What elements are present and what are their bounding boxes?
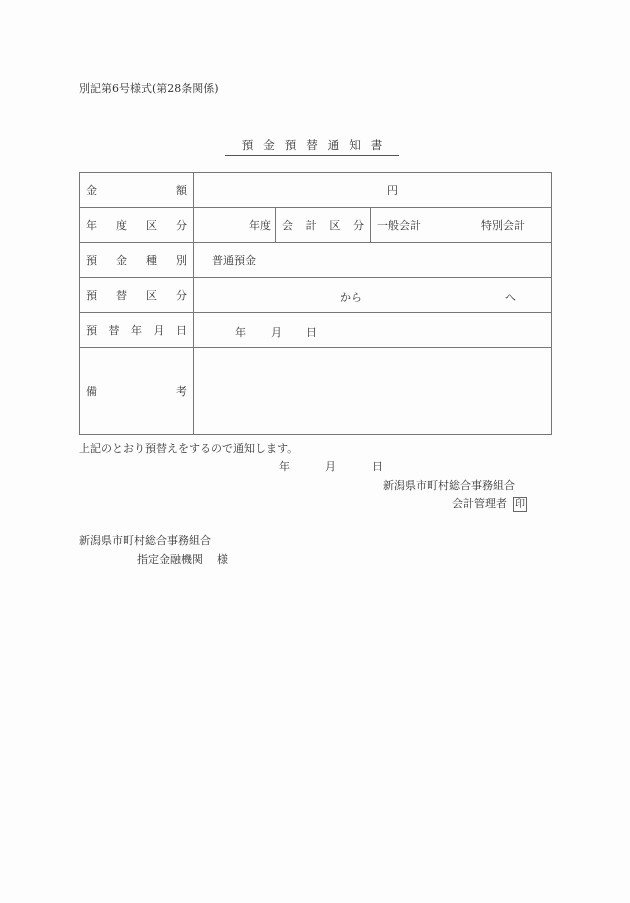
date-year-label: 年: [235, 326, 246, 339]
label-char: 替: [116, 289, 127, 302]
row-transfer-date: [80, 313, 552, 348]
label-char: 預: [86, 254, 97, 267]
label-char: 分: [176, 289, 187, 302]
recipient-line: [137, 551, 228, 567]
title-char: 知: [349, 138, 361, 152]
label-amount: [80, 173, 194, 208]
field-transfer-type[interactable]: [194, 278, 552, 313]
issue-date-day: 日: [372, 460, 383, 473]
issue-date-month: 月: [325, 460, 336, 473]
field-deposit-type[interactable]: [194, 243, 552, 278]
notice-form-table: [79, 172, 552, 435]
label-fiscal-year: [80, 208, 194, 243]
label-char: 区: [146, 219, 157, 232]
label-deposit-type: [80, 243, 194, 278]
label-char: 計: [305, 219, 317, 232]
field-fiscal-year[interactable]: [194, 208, 276, 242]
label-char: 分: [352, 219, 364, 232]
row-fiscal-year: [80, 208, 552, 243]
label-transfer-type: [80, 278, 194, 313]
field-transfer-date[interactable]: [194, 313, 552, 348]
form-id-label: 別記第6号様式(第28条関係): [79, 82, 219, 95]
date-day-label: 日: [306, 326, 317, 339]
label-char: 月: [153, 324, 165, 337]
issuer-organization: 新潟県市町村総合事務組合: [383, 479, 515, 492]
title-char: 書: [370, 138, 383, 152]
label-char: 預: [86, 324, 97, 337]
label-transfer-date: [80, 313, 194, 348]
row-deposit-type: [80, 243, 552, 278]
label-char: 年: [86, 219, 97, 232]
label-account-type: [276, 208, 371, 242]
recipient-name: 指定金融機関: [137, 553, 203, 566]
title-char: 金: [263, 138, 275, 152]
field-remarks[interactable]: [194, 348, 552, 435]
issuer-signature: [452, 495, 527, 512]
option-general-account[interactable]: 一般会計: [377, 219, 421, 232]
label-char: 日: [176, 324, 187, 337]
document-title: [225, 137, 399, 156]
account-type-options: [371, 208, 551, 242]
recipient-honorific: 様: [217, 553, 228, 566]
title-char: 預: [284, 138, 297, 152]
notice-statement: 上記のとおり預替えをするので通知します。: [79, 442, 299, 455]
issue-date-year: 年: [279, 460, 290, 473]
label-char: 備: [86, 385, 97, 398]
field-amount[interactable]: [194, 173, 552, 208]
seal-icon: 印: [515, 498, 525, 510]
issuer-title: 会計管理者: [452, 497, 507, 510]
fiscal-year-cell: [194, 208, 552, 243]
title-char: 預: [241, 138, 254, 152]
row-amount: [80, 173, 552, 208]
row-remarks: [80, 348, 552, 435]
label-char: 度: [116, 219, 127, 232]
title-char: 替: [306, 138, 318, 152]
label-char: 替: [108, 324, 120, 337]
label-char: 金: [86, 184, 97, 197]
row-transfer-type: [80, 278, 552, 313]
label-char: 別: [176, 254, 187, 267]
label-char: 区: [329, 219, 341, 232]
deposit-type-value: 普通預金: [212, 254, 256, 267]
label-char: 区: [146, 289, 157, 302]
label-char: 会: [282, 219, 293, 232]
label-char: 金: [116, 254, 127, 267]
title-char: 通: [327, 138, 340, 152]
option-special-account[interactable]: 特別会計: [481, 219, 525, 232]
label-char: 分: [176, 219, 187, 232]
label-char: 種: [146, 254, 157, 267]
label-char: 年: [131, 324, 142, 337]
label-char: 預: [86, 289, 97, 302]
yen-unit: 円: [387, 184, 398, 197]
date-month-label: 月: [271, 326, 282, 339]
label-char: 額: [176, 184, 187, 197]
transfer-to-label: へ: [505, 291, 516, 304]
transfer-from-label: から: [340, 291, 362, 304]
label-remarks: [80, 348, 194, 435]
recipient-organization: 新潟県市町村総合事務組合: [79, 534, 211, 547]
label-char: 考: [176, 385, 187, 398]
year-suffix: 年度: [249, 219, 271, 232]
